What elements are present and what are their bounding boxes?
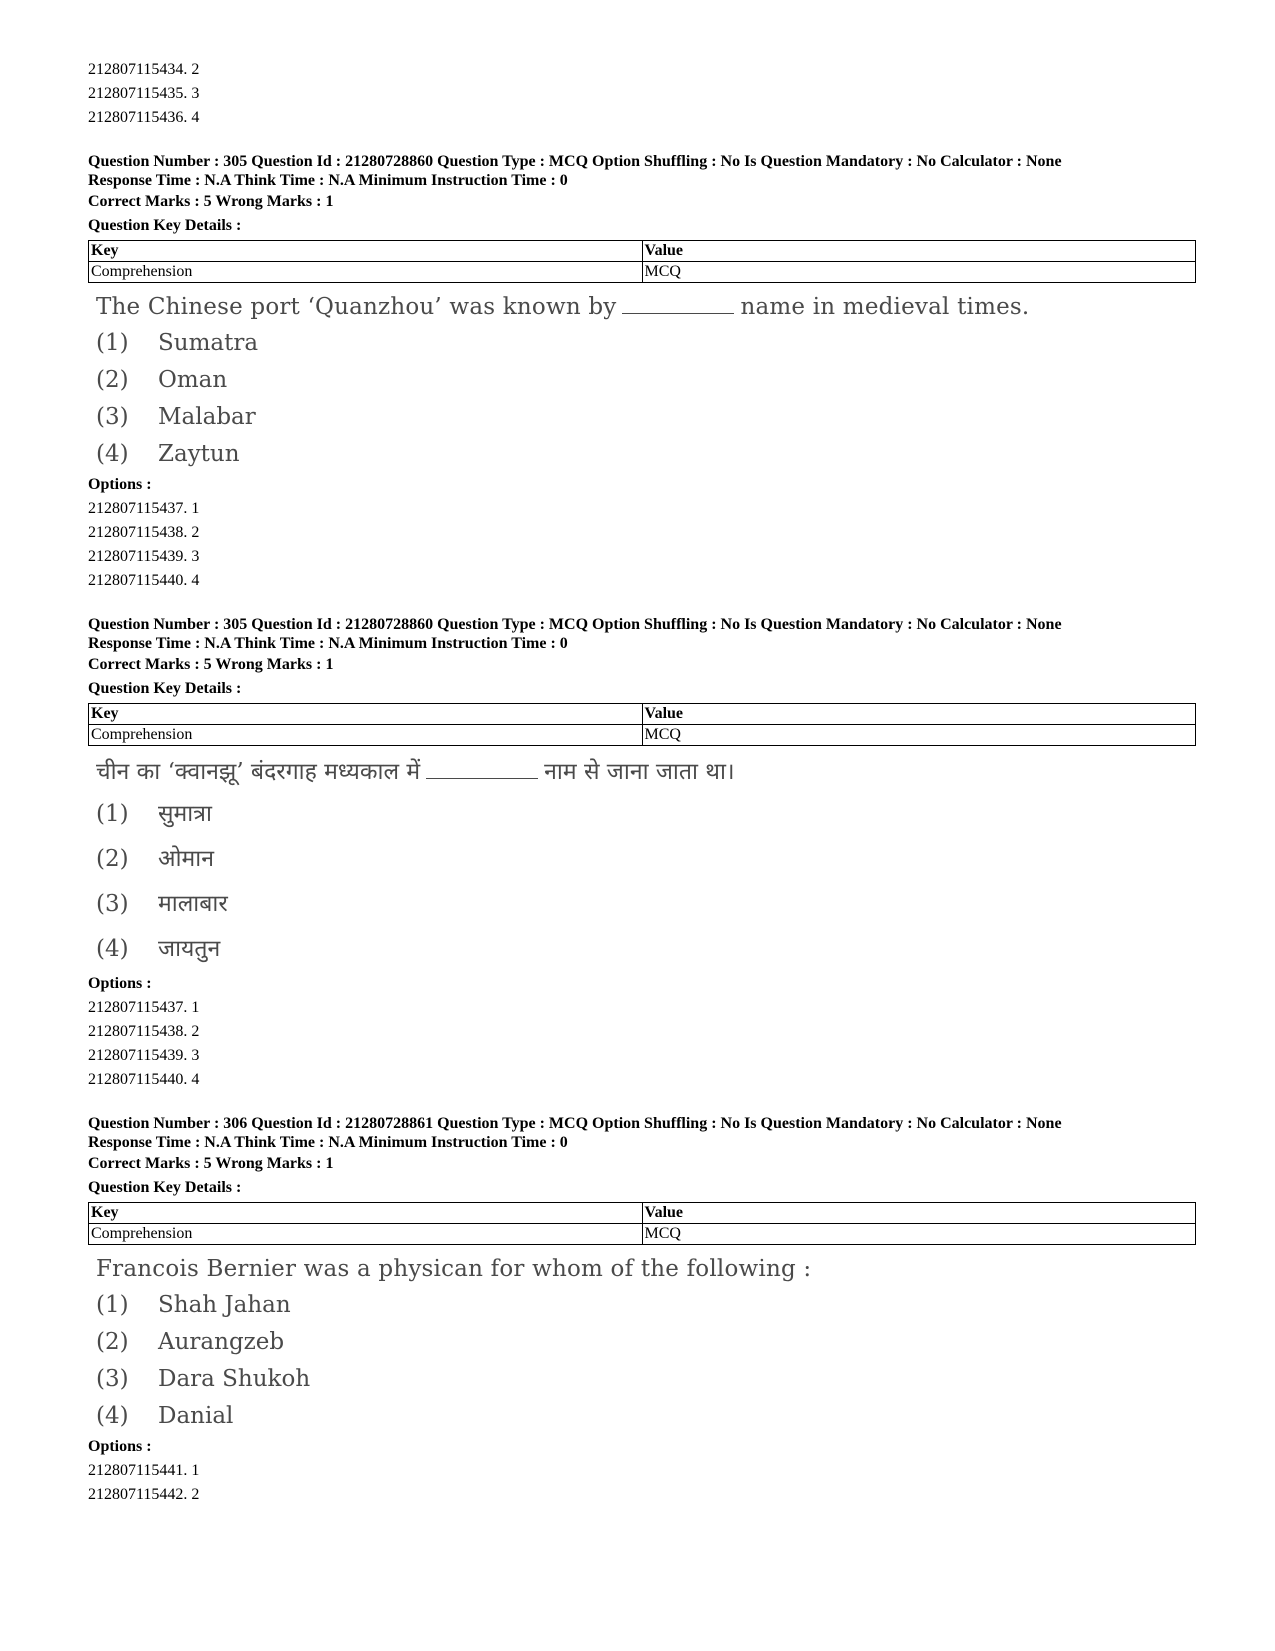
choice-item: (3) Dara Shukoh: [96, 1366, 311, 1392]
option-item: 212807115440. 4: [88, 572, 200, 589]
question-content: [96, 1251, 1196, 1435]
question-block-305-hi: [88, 615, 1196, 1092]
table-header-key: Key: [89, 241, 643, 262]
key-details-label: Question Key Details :: [88, 217, 242, 234]
table-cell-key: Comprehension: [89, 725, 643, 746]
question-content: [96, 752, 1196, 972]
choice-item: (1) Sumatra: [96, 330, 259, 356]
marks-line: Correct Marks : 5 Wrong Marks : 1: [88, 193, 334, 210]
table-header-row: [89, 704, 1196, 725]
option-item: 212807115439. 3: [88, 548, 200, 565]
option-item: 212807115437. 1: [88, 999, 200, 1016]
table-cell-key: Comprehension: [89, 262, 643, 283]
option-item: 212807115435. 3: [88, 85, 200, 102]
choice-item: (4) Zaytun: [96, 441, 240, 467]
table-header-value: Value: [642, 1203, 1196, 1224]
choice-item: (1) Shah Jahan: [96, 1292, 291, 1318]
option-item: 212807115440. 4: [88, 1071, 200, 1088]
choice-item: (2) Oman: [96, 367, 228, 393]
question-key-table: [88, 240, 1196, 283]
option-item: 212807115442. 2: [88, 1486, 200, 1503]
table-header-value: Value: [642, 241, 1196, 262]
choice-item: (3) मालाबार: [96, 891, 228, 917]
options-label: Options :: [88, 476, 152, 493]
question-key-table: [88, 1202, 1196, 1245]
table-cell-value: MCQ: [642, 1224, 1196, 1245]
option-item: 212807115437. 1: [88, 500, 200, 517]
table-header-key: Key: [89, 1203, 643, 1224]
question-key-table: [88, 703, 1196, 746]
options-label: Options :: [88, 1438, 152, 1455]
document-page: [88, 58, 1196, 1507]
table-row: [89, 262, 1196, 283]
choice-item: (1) सुमात्रा: [96, 801, 212, 827]
question-meta-line: Question Number : 306 Question Id : 21280728861 Question Type : MCQ Option Shuffling : No Is Question Mandatory : No Calculator : None: [88, 1115, 1062, 1132]
choice-item: (3) Malabar: [96, 404, 256, 430]
options-label: Options :: [88, 975, 152, 992]
table-row: [89, 1224, 1196, 1245]
choice-item: (2) Aurangzeb: [96, 1329, 285, 1355]
question-block-305-en: [88, 152, 1196, 593]
table-header-row: [89, 1203, 1196, 1224]
question-block-306-en: [88, 1114, 1196, 1507]
table-cell-key: Comprehension: [89, 1224, 643, 1245]
previous-options-list: [88, 58, 1196, 130]
option-item: 212807115438. 2: [88, 524, 200, 541]
table-cell-value: MCQ: [642, 725, 1196, 746]
question-content: [96, 289, 1196, 473]
table-header-value: Value: [642, 704, 1196, 725]
question-stem: चीन का ‘क्वानझू’ बंदरगाह मध्यकाल में नाम से जाना जाता था।: [96, 759, 735, 785]
choice-item: (4) जायतुन: [96, 936, 221, 962]
marks-line: Correct Marks : 5 Wrong Marks : 1: [88, 656, 334, 673]
fill-blank: [426, 760, 538, 779]
option-item: 212807115441. 1: [88, 1462, 200, 1479]
key-details-label: Question Key Details :: [88, 680, 242, 697]
key-details-label: Question Key Details :: [88, 1179, 242, 1196]
option-item: 212807115434. 2: [88, 61, 200, 78]
option-item: 212807115436. 4: [88, 109, 200, 126]
choice-item: (2) ओमान: [96, 846, 215, 872]
question-meta-line: Question Number : 305 Question Id : 21280728860 Question Type : MCQ Option Shuffling : No Is Question Mandatory : No Calculator : None: [88, 616, 1062, 633]
question-stem: Francois Bernier was a physican for whom of the following :: [96, 1256, 812, 1282]
question-stem: The Chinese port ‘Quanzhou’ was known by name in medieval times.: [96, 294, 1030, 320]
option-item: 212807115439. 3: [88, 1047, 200, 1064]
table-header-row: [89, 241, 1196, 262]
table-header-key: Key: [89, 704, 643, 725]
question-meta-line: Question Number : 305 Question Id : 21280728860 Question Type : MCQ Option Shuffling : No Is Question Mandatory : No Calculator : None: [88, 153, 1062, 170]
response-time-line: Response Time : N.A Think Time : N.A Minimum Instruction Time : 0: [88, 172, 568, 189]
response-time-line: Response Time : N.A Think Time : N.A Minimum Instruction Time : 0: [88, 635, 568, 652]
fill-blank: [622, 295, 734, 314]
option-item: 212807115438. 2: [88, 1023, 200, 1040]
response-time-line: Response Time : N.A Think Time : N.A Minimum Instruction Time : 0: [88, 1134, 568, 1151]
table-cell-value: MCQ: [642, 262, 1196, 283]
choice-item: (4) Danial: [96, 1403, 234, 1429]
marks-line: Correct Marks : 5 Wrong Marks : 1: [88, 1155, 334, 1172]
table-row: [89, 725, 1196, 746]
